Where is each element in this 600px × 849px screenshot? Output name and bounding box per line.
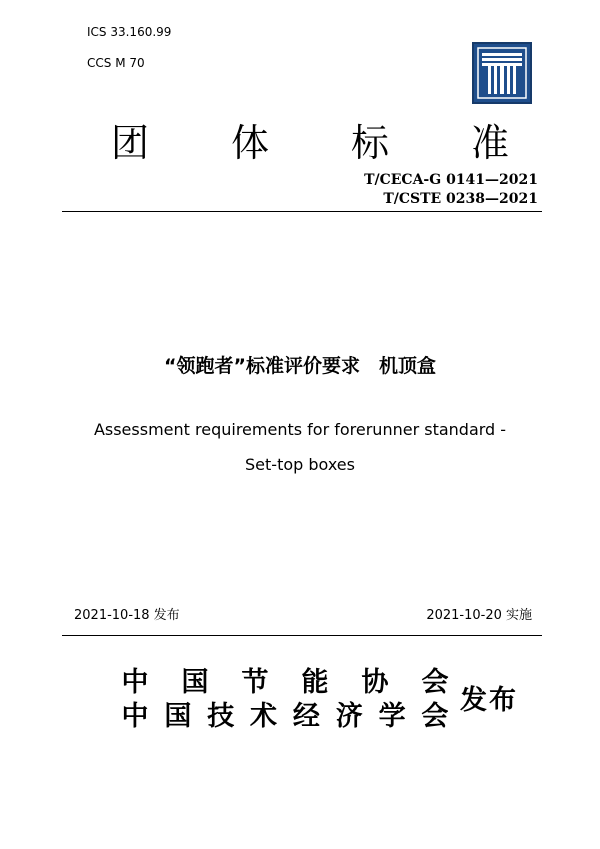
- publish-date: 2021-10-18 发布: [74, 608, 180, 623]
- issuer-char: 会: [421, 701, 449, 732]
- issued-label: 发布: [460, 685, 518, 716]
- issuer-char: 术: [250, 701, 278, 732]
- issuer-char: 济: [335, 701, 363, 732]
- issuer-char: 协: [361, 667, 389, 698]
- t-logo-icon: [472, 42, 532, 104]
- standard-number: T/CSTE 0238—2021: [383, 191, 538, 207]
- issuer-char: 国: [181, 667, 209, 698]
- issuer-char: 学: [378, 701, 406, 732]
- document-type-title: [100, 112, 520, 167]
- footer-divider: [62, 635, 542, 636]
- issuer-char: 技: [207, 701, 235, 732]
- issuer-char: 国: [164, 701, 192, 732]
- document-title-cn: “领跑者”标准评价要求 机顶盒: [164, 355, 436, 377]
- document-title-en-line1: Assessment requirements for forerunner standard -: [93, 420, 507, 439]
- issuer-char: 经: [292, 701, 320, 732]
- ics-code: ICS 33.160.99: [87, 25, 172, 39]
- document-title-en-line2: Set-top boxes: [245, 455, 355, 474]
- issuer-org-2: [115, 694, 455, 733]
- implement-date: 2021-10-20 实施: [426, 608, 532, 623]
- issuer-char: 会: [421, 667, 449, 698]
- header-divider: [62, 211, 542, 212]
- issuer-char: 能: [301, 667, 329, 698]
- issuer-char: 中: [121, 701, 149, 732]
- title-char: 团: [110, 121, 149, 165]
- ccs-code: CCS M 70: [87, 56, 145, 70]
- issuer-char: 中: [121, 667, 149, 698]
- standard-number: T/CECA-G 0141—2021: [364, 172, 538, 188]
- standard-numbers: [364, 171, 538, 209]
- issuer-char: 节: [241, 667, 269, 698]
- title-char: 标: [350, 121, 389, 165]
- title-char: 体: [230, 121, 269, 165]
- title-char: 准: [470, 121, 509, 165]
